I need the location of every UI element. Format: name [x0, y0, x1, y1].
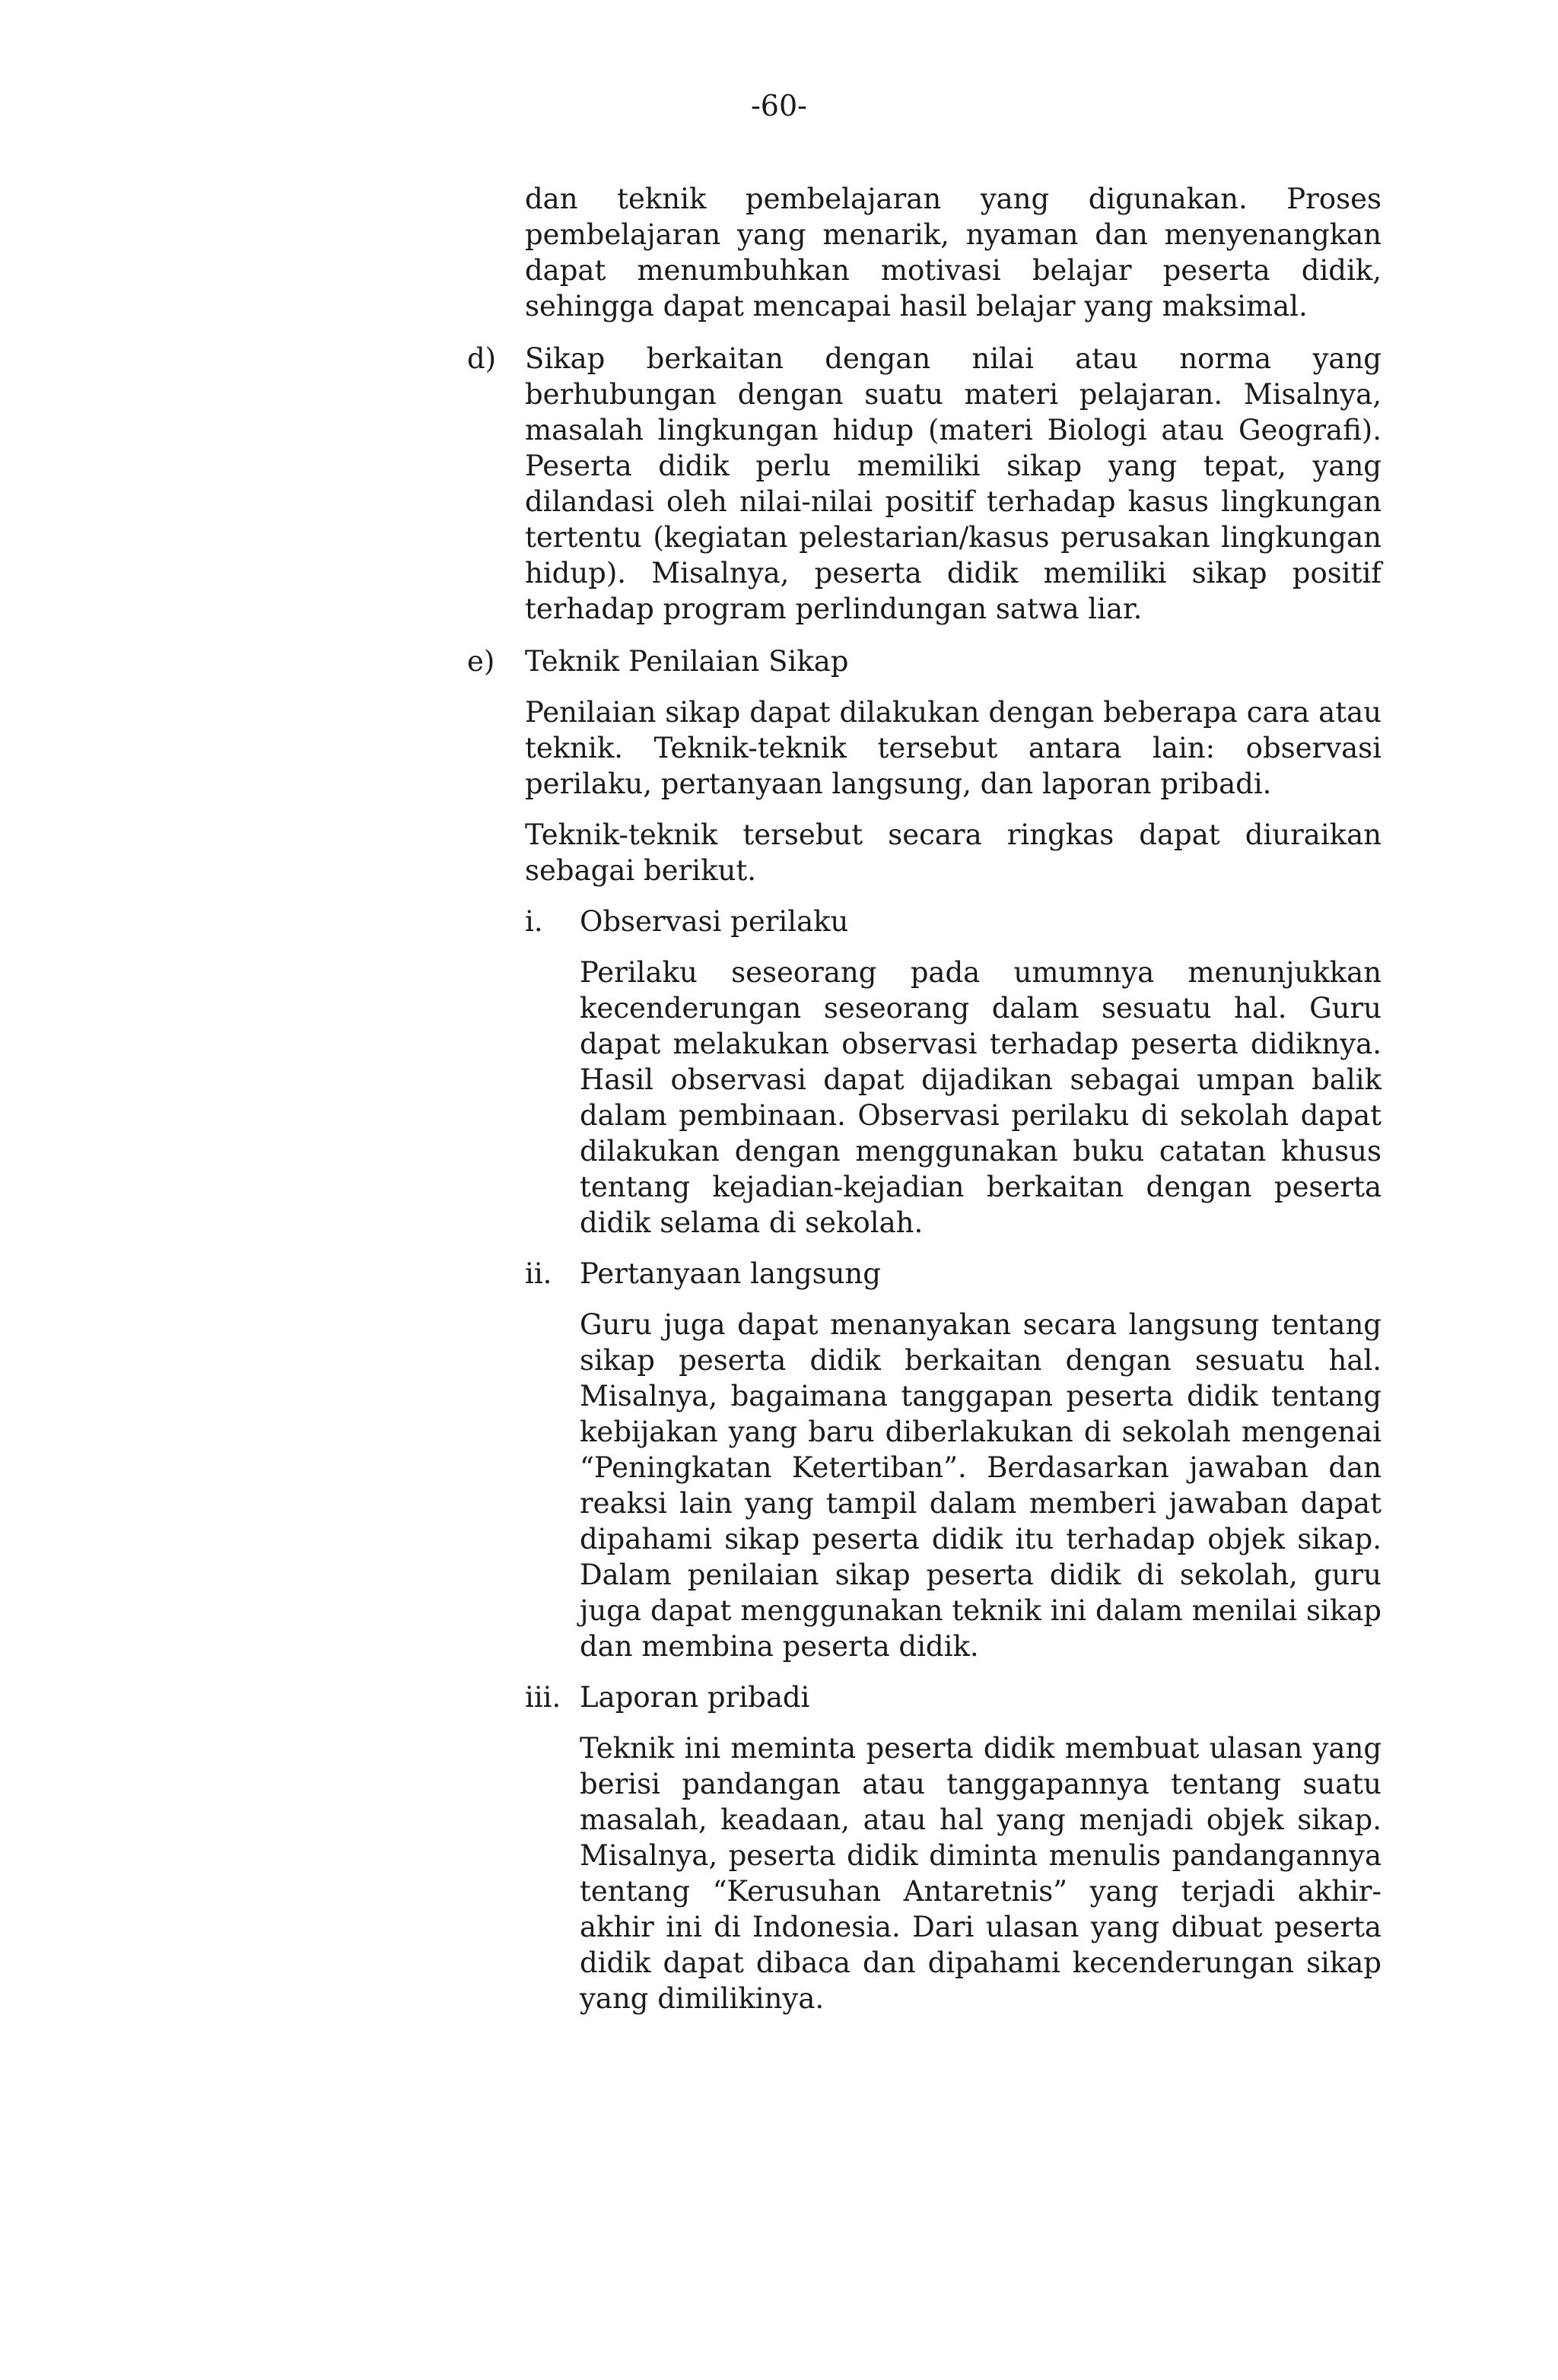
- subitem-marker: ii.: [525, 1257, 552, 1290]
- document-body: [467, 181, 1382, 2033]
- subitem-laporan-pribadi: [525, 1679, 1382, 2016]
- subitem-marker: iii.: [525, 1681, 561, 1714]
- item-e-paragraph: Teknik-teknik tersebut secara ringkas dapat diuraikan sebagai berikut.: [525, 818, 1382, 887]
- list-item-e: [467, 643, 1382, 2016]
- intro-paragraph: dan teknik pembelajaran yang digunakan. Proses pembelajaran yang menarik, nyaman dan menyenangkan dapat menumbuhkan motivasi belajar peserta didik, sehingga dapat mencapai hasil belajar yang maksimal.: [525, 183, 1382, 323]
- subitem-text: Guru juga dapat menanyakan secara langsung tentang sikap peserta didik berkaitan dengan sesuatu hal. Misalnya, bagaimana tanggapan peserta didik tentang kebijakan yang baru diberlakukan di sekolah mengenai “Peningkatan Ketertiban”. Berdasarkan jawaban dan reaksi lain yang tampil dalam memberi jawaban dapat dipahami sikap peserta didik itu terhadap objek sikap. Dalam penilaian sikap peserta didik di sekolah, guru juga dapat menggunakan teknik ini dalam menilai sikap dan membina peserta didik.: [580, 1308, 1382, 1663]
- subitem-title: Pertanyaan langsung: [580, 1257, 881, 1290]
- subitem-text: Teknik ini meminta peserta didik membuat ulasan yang berisi pandangan atau tanggapannya tentang suatu masalah, keadaan, atau hal yang menjadi objek sikap. Misalnya, peserta didik diminta menulis pandangannya tentang “Kerusuhan Antaretnis” yang terjadi akhir-akhir ini di Indonesia. Dari ulasan yang dibuat peserta didik dapat dibaca dan dipahami kecenderungan sikap yang dimilikinya.: [580, 1732, 1382, 2015]
- subitem-pertanyaan-langsung: [525, 1256, 1382, 1664]
- subitem-title: Observasi perilaku: [580, 905, 849, 938]
- list-marker-e: e): [467, 645, 495, 678]
- subitem-marker: i.: [525, 905, 543, 938]
- subitem-text: Perilaku seseorang pada umumnya menunjukkan kecenderungan seseorang dalam sesuatu hal. Guru dapat melakukan observasi terhadap peserta didiknya. Hasil observasi dapat dijadikan sebagai umpan balik dalam pembinaan. Observasi perilaku di sekolah dapat dilakukan dengan menggunakan buku catatan khusus tentang kejadian-kejadian berkaitan dengan peserta didik selama di sekolah.: [580, 956, 1382, 1239]
- item-e-paragraph: Penilaian sikap dapat dilakukan dengan beberapa cara atau teknik. Teknik-teknik tersebut antara lain: observasi perilaku, pertanyaan langsung, dan laporan pribadi.: [525, 696, 1382, 800]
- subitem-observasi-perilaku: [525, 904, 1382, 1241]
- item-d-text: Sikap berkaitan dengan nilai atau norma yang berhubungan dengan suatu materi pelajaran. Misalnya, masalah lingkungan hidup (materi Biologi atau Geografi). Peserta didik perlu memiliki sikap yang tepat, yang dilandasi oleh nilai-nilai positif terhadap kasus lingkungan tertentu (kegiatan pelestarian/kasus perusakan lingkungan hidup). Misalnya, peserta didik memiliki sikap positif terhadap program perlindungan satwa liar.: [525, 342, 1382, 625]
- subitem-title: Laporan pribadi: [580, 1681, 810, 1714]
- page-number: -60-: [750, 89, 808, 122]
- list-marker-d: d): [467, 342, 497, 375]
- list-item-d: [467, 341, 1382, 627]
- item-e-title: Teknik Penilaian Sikap: [525, 645, 849, 678]
